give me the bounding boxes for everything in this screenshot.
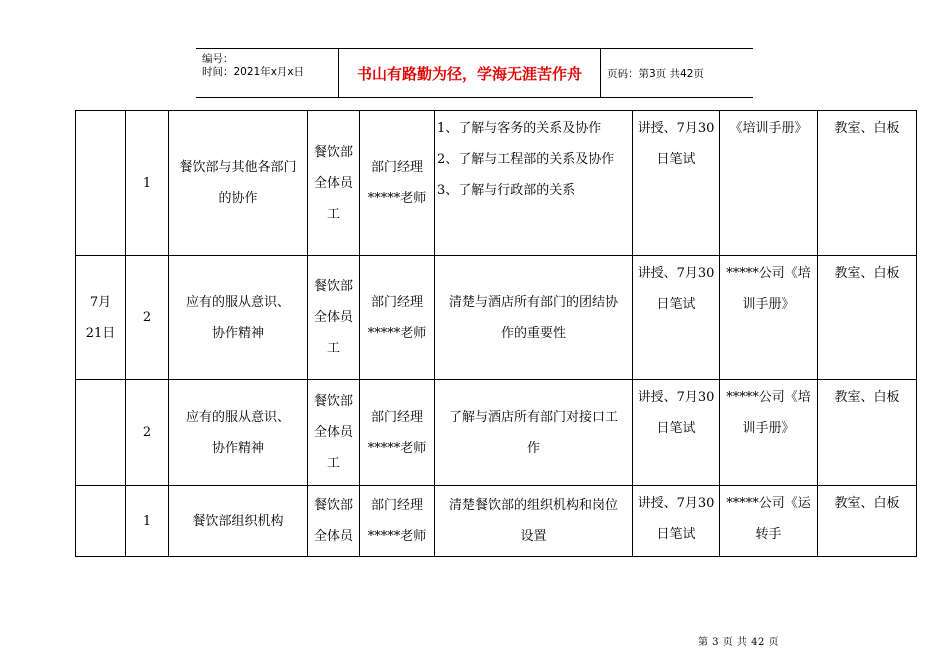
table-row <box>76 380 917 486</box>
content-cell: 清楚餐饮部的组织机构和岗位设置 <box>435 486 633 557</box>
page-header <box>196 48 753 98</box>
header-page-info: 页码：第3页 共42页 <box>607 67 704 80</box>
material-cell: *****公司《运转手 <box>720 486 818 557</box>
material-cell: 《培训手册》 <box>720 111 818 256</box>
document-number-label: 编号： <box>202 53 234 65</box>
topic-cell: 餐饮部组织机构 <box>169 486 308 557</box>
header-motto: 书山有路勤为径，学海无涯苦作舟 <box>338 49 601 97</box>
method-cell: 讲授、7月30日笔试 <box>633 111 720 256</box>
audience-cell: 餐饮部全体员 <box>308 486 360 557</box>
audience-cell: 餐饮部全体员工 <box>308 256 360 380</box>
venue-cell: 教室、白板 <box>818 380 917 486</box>
table-row <box>76 486 917 557</box>
topic-cell: 餐饮部与其他各部门的协作 <box>169 111 308 256</box>
material-cell: *****公司《培训手册》 <box>720 380 818 486</box>
venue-cell: 教室、白板 <box>818 111 917 256</box>
topic-cell: 应有的服从意识、协作精神 <box>169 256 308 380</box>
lecturer-cell: 部门经理*****老师 <box>360 111 435 256</box>
document-date: 时间：2021年x月x日 <box>202 66 305 78</box>
date-cell: 7月21日 <box>76 256 126 380</box>
seq-cell: 2 <box>126 380 169 486</box>
page-footer: 第 3 页 共 42 页 <box>698 637 779 648</box>
material-cell: *****公司《培训手册》 <box>720 256 818 380</box>
content-cell: 1、了解与客务的关系及协作 2、了解与工程部的关系及协作 3、了解与行政部的关系 <box>435 111 633 256</box>
venue-cell: 教室、白板 <box>818 256 917 380</box>
venue-cell: 教室、白板 <box>818 486 917 557</box>
table-row <box>76 256 917 380</box>
audience-cell: 餐饮部全体员工 <box>308 380 360 486</box>
topic-cell: 应有的服从意识、协作精神 <box>169 380 308 486</box>
method-cell: 讲授、7月30日笔试 <box>633 380 720 486</box>
audience-cell: 餐饮部全体员工 <box>308 111 360 256</box>
training-schedule-table <box>75 110 917 557</box>
method-cell: 讲授、7月30日笔试 <box>633 256 720 380</box>
content-cell: 了解与酒店所有部门对接口工作 <box>435 380 633 486</box>
lecturer-cell: 部门经理*****老师 <box>360 486 435 557</box>
table-row <box>76 111 917 256</box>
date-cell <box>76 111 126 256</box>
header-meta <box>196 49 338 97</box>
seq-cell: 1 <box>126 111 169 256</box>
content-cell: 清楚与酒店所有部门的团结协作的重要性 <box>435 256 633 380</box>
lecturer-cell: 部门经理*****老师 <box>360 380 435 486</box>
date-cell <box>76 380 126 486</box>
date-cell <box>76 486 126 557</box>
seq-cell: 1 <box>126 486 169 557</box>
lecturer-cell: 部门经理*****老师 <box>360 256 435 380</box>
method-cell: 讲授、7月30日笔试 <box>633 486 720 557</box>
seq-cell: 2 <box>126 256 169 380</box>
